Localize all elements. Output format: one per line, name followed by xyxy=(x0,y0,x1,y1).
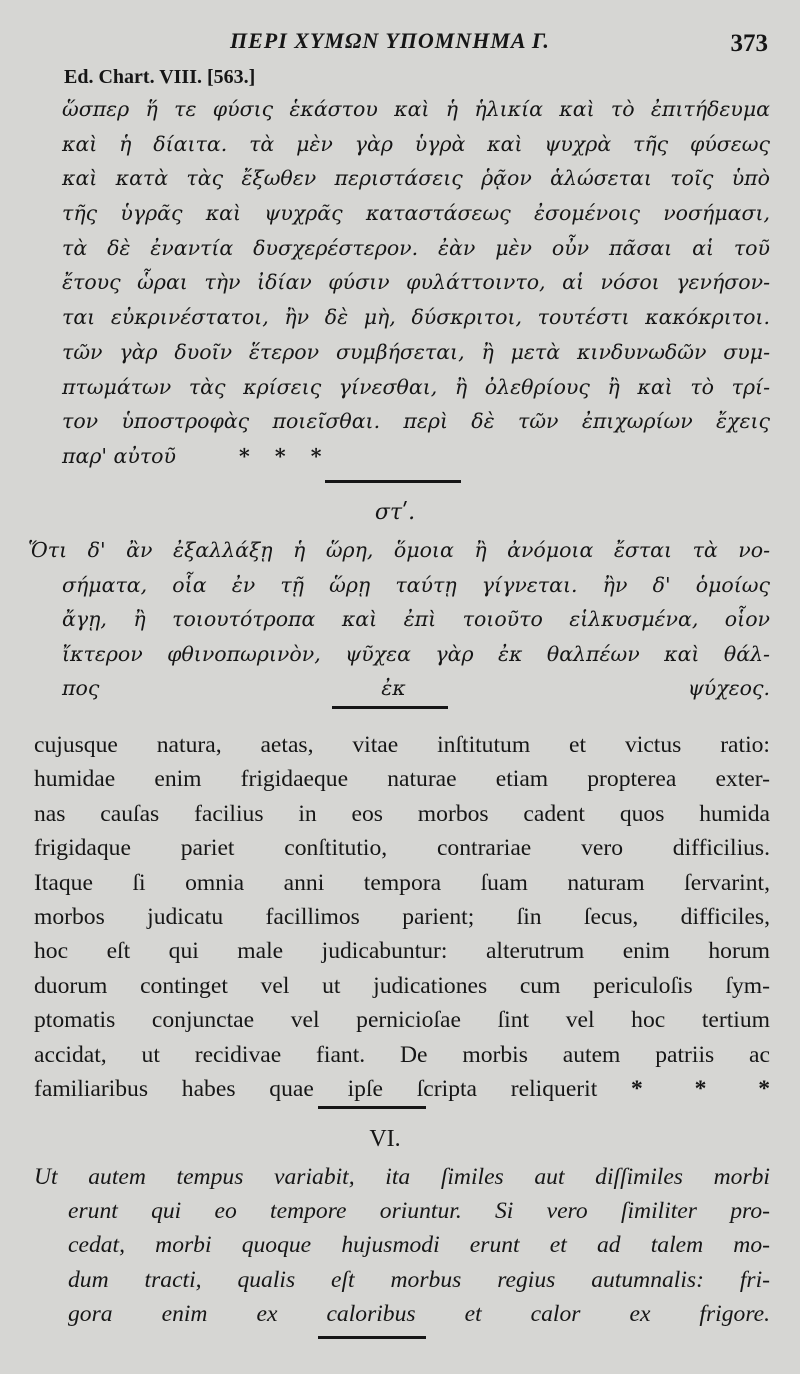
greek-line: τὰ δὲ ἐναντία δυσχερέστερον. ἐὰν μὲν οὖν πᾶσαι αἱ τοῦ xyxy=(62,235,770,260)
greek-commentary xyxy=(62,92,770,474)
aphorism-latin-line: gora enim ex caloribus et calor ex frigore. xyxy=(68,1300,770,1327)
latin-last-text: familiaribus habes quae ipſe ſcripta reliquerit xyxy=(34,1075,598,1102)
greek-line: ὥσπερ ἥ τε φύσις ἑκάστου καὶ ἡ ἡλικία καὶ τὸ ἐπιτήδευμα xyxy=(62,97,770,121)
aphorism-latin-line: Ut autem tempus variabit, ita ſimiles aut diſſimiles morbi xyxy=(34,1164,770,1190)
greek-line: καὶ κατὰ τὰς ἔξωθεν περιστάσεις ῥᾷον ἁλώσεται τοῖς ὑπὸ xyxy=(62,166,770,191)
latin-line: nas cauſas facilius in eos morbos cadent quos humida xyxy=(34,800,770,827)
section-divider xyxy=(332,706,448,709)
greek-line: τον ὑποστροφὰς ποιεῖσθαι. περὶ δὲ τῶν ἐπιχωρίων ἔχεις xyxy=(62,409,770,434)
aphorism-latin-line: cedat, morbi quoque hujusmodi erunt et ad talem mo- xyxy=(68,1232,770,1259)
latin-line: ptomatis conjunctae vel pernicioſae ſint vel hoc tertium xyxy=(34,1007,770,1034)
greek-line: ται εὐκρινέστατοι, ἢν δὲ μὴ, δύσκριτοι, τουτέστι κακόκριτοι. xyxy=(62,305,770,330)
section-number-latin: VI. xyxy=(369,1126,401,1152)
latin-line: humidae enim frigidaeque naturae etiam propterea exter- xyxy=(34,766,770,793)
aphorism-greek-line: ἄγῃ, ἢ τοιουτότροπα καὶ ἐπὶ τοιοῦτο εἱλκυσμένα, οἷον xyxy=(62,607,770,632)
greek-line: καὶ ἡ δίαιτα. τὰ μὲν γὰρ ὑγρὰ καὶ ψυχρὰ τῆς φύσεως xyxy=(62,131,770,156)
aphorism-greek-line: πος ἐκ ψύχεος. xyxy=(62,676,770,701)
aphorism-latin-line: dum tracti, qualis eſt morbus regius autumnalis: fri- xyxy=(68,1266,770,1293)
page-number: 373 xyxy=(730,30,768,57)
aphorism-latin-line: erunt qui eo tempore oriuntur. Si vero ſimiliter pro- xyxy=(68,1198,770,1225)
section-number-greek: στʹ. xyxy=(374,500,416,525)
latin-line: duorum continget vel ut judicationes cum periculoſis ſym- xyxy=(34,972,770,999)
latin-last-line xyxy=(34,1072,770,1106)
running-title: ΠΕΡΙ ΧΥΜΩΝ ΥΠΟΜΝΗΜΑ Γ. xyxy=(230,28,550,53)
greek-line: τῶν γὰρ δυοῖν ἕτερον συμβήσεται, ἢ μετὰ κινδυνωδῶν συμ- xyxy=(62,339,770,364)
greek-line: τῆς ὑγρᾶς καὶ ψυχρᾶς καταστάσεως ἐσομένοις νοσήμασι, xyxy=(62,201,770,226)
edition-reference: Ed. Chart. VIII. [563.] xyxy=(64,66,256,88)
aphorism-latin xyxy=(34,1160,770,1331)
section-divider xyxy=(318,1106,426,1109)
latin-line: cujusque natura, aetas, vitae inſtitutum et victus ratio: xyxy=(34,732,770,758)
asterisms: * * * xyxy=(239,443,322,468)
latin-line: hoc eſt qui male judicabuntur: alterutrum enim horum xyxy=(34,938,770,965)
latin-commentary xyxy=(34,728,770,1106)
greek-last-line xyxy=(62,439,770,474)
aphorism-greek xyxy=(28,533,770,706)
latin-line: frigidaque pariet conſtitutio, contrariae vero difficilius. xyxy=(34,835,770,862)
latin-line: Itaque ſi omnia anni tempora ſuam naturam ſervarint, xyxy=(34,869,770,896)
greek-last-text: παρ' αὐτοῦ xyxy=(62,443,176,468)
section-divider xyxy=(318,1336,426,1339)
asterisms: * * * xyxy=(631,1075,770,1102)
greek-line: ἔτους ὧραι τὴν ἰδίαν φύσιν φυλάττοιντο, αἱ νόσοι γενήσον- xyxy=(62,270,770,295)
aphorism-greek-line: σήματα, οἷα ἐν τῇ ὥρῃ ταύτῃ γίγνεται. ἢν δ' ὁμοίως xyxy=(62,572,770,597)
section-divider xyxy=(325,480,461,483)
greek-line: πτωμάτων τὰς κρίσεις γίνεσθαι, ἢ ὀλεθρίους ἢ καὶ τὸ τρί- xyxy=(62,374,770,399)
aphorism-greek-line: ἴκτερον φθινοπωρινὸν, ψῦχεα γὰρ ἐκ θαλπέων καὶ θάλ- xyxy=(62,641,770,666)
latin-line: morbos judicatu facillimos parient; ſin ſecus, difficiles, xyxy=(34,903,770,930)
aphorism-greek-line: Ὅτι δ' ἂν ἐξαλλάξῃ ἡ ὥρη, ὅμοια ἢ ἀνόμοια ἔσται τὰ νο- xyxy=(28,538,770,562)
latin-line: accidat, ut recidivae fiant. De morbis autem patriis ac xyxy=(34,1041,770,1068)
